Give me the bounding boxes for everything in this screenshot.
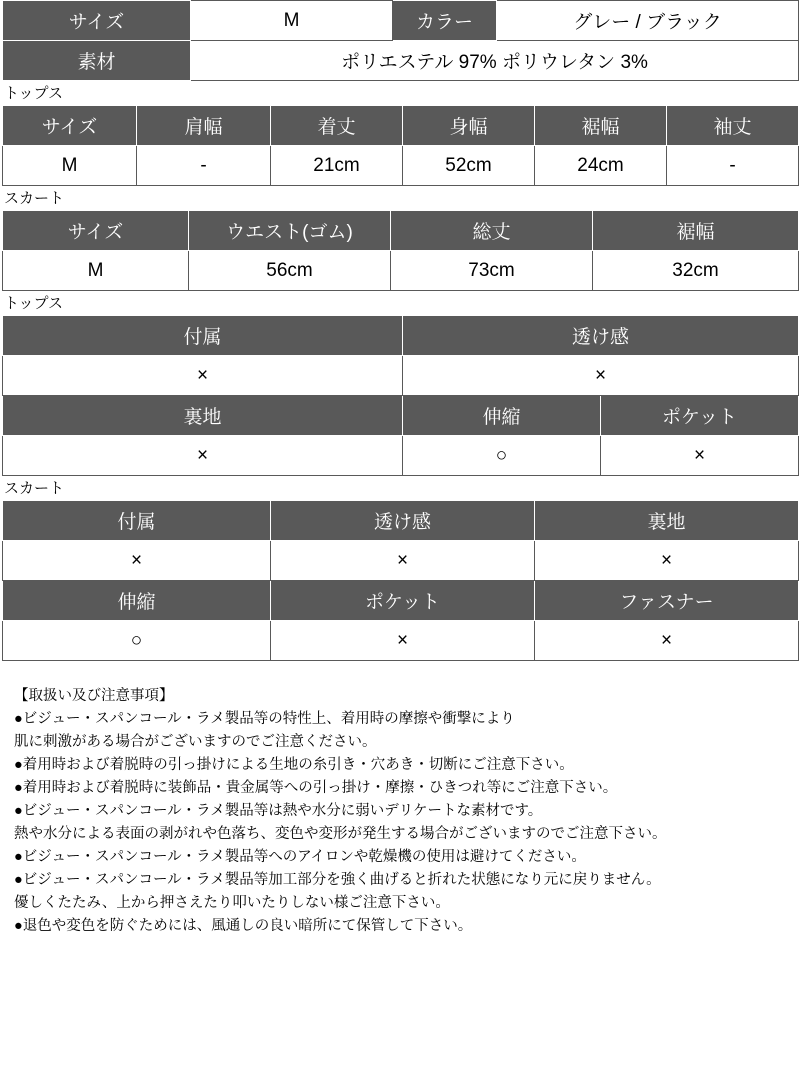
skirt-col-size: サイズ — [3, 211, 189, 251]
care-note-line: ●ビジュー・スパンコール・ラメ製品等加工部分を強く曲げると折れた状態になり元に戻りません。 — [14, 872, 661, 888]
tops-col-sheerness: 透け感 — [403, 316, 799, 356]
care-notes — [14, 685, 800, 938]
table-row — [3, 581, 799, 621]
spec-material-header: 素材 — [3, 41, 191, 81]
table-row — [3, 316, 799, 356]
skirt-col-zipper: ファスナー — [535, 581, 799, 621]
care-note-line: 熱や水分による表面の剥がれや色落ち、変色や変形が発生する場合がございますのでご注意下さい。 — [14, 826, 667, 842]
section-label-skirt-size: スカート — [4, 190, 65, 207]
skirt-col-waist: ウエスト(ゴム) — [189, 211, 391, 251]
care-note-line: ●着用時および着脱時の引っ掛けによる生地の糸引き・穴あき・切断にご注意下さい。 — [14, 757, 574, 773]
tops-val-shoulder: - — [137, 146, 271, 186]
care-note-line: ●ビジュー・スパンコール・ラメ製品等の特性上、着用時の摩擦や衝撃により — [14, 711, 515, 727]
tops-val-attachment: × — [3, 356, 403, 396]
tops-detail-table-wrap — [0, 315, 800, 476]
tops-col-size: サイズ — [3, 106, 137, 146]
section-label-tops-size: トップス — [4, 85, 63, 102]
skirt-val-pocket: × — [271, 621, 535, 661]
tops-col-pocket: ポケット — [601, 396, 799, 436]
spec-size-value: M — [191, 1, 393, 41]
spec-size-header: サイズ — [3, 1, 191, 41]
skirt-val-hem: 32cm — [593, 251, 799, 291]
tops-col-shoulder: 肩幅 — [137, 106, 271, 146]
skirt-col-total-length: 総丈 — [391, 211, 593, 251]
spec-table-wrap — [0, 0, 800, 81]
table-row — [3, 541, 799, 581]
care-note-line: ●着用時および着脱時に装飾品・貴金属等への引っ掛け・摩擦・ひきつれ等にご注意下さい。 — [14, 780, 618, 796]
tops-val-pocket: × — [601, 436, 799, 476]
tops-col-width: 身幅 — [403, 106, 535, 146]
skirt-val-lining: × — [535, 541, 799, 581]
skirt-col-sheerness: 透け感 — [271, 501, 535, 541]
table-row — [3, 501, 799, 541]
care-note-line: ●退色や変色を防ぐためには、風通しの良い暗所にて保管して下さい。 — [14, 918, 473, 934]
skirt-col-attachment: 付属 — [3, 501, 271, 541]
skirt-val-total-length: 73cm — [391, 251, 593, 291]
care-notes-title: 【取扱い及び注意事項】 — [14, 688, 174, 704]
tops-col-hem: 裾幅 — [535, 106, 667, 146]
skirt-detail-table — [2, 500, 799, 661]
skirt-col-hem: 裾幅 — [593, 211, 799, 251]
skirt-col-stretch: 伸縮 — [3, 581, 271, 621]
care-note-line: ●ビジュー・スパンコール・ラメ製品等へのアイロンや乾燥機の使用は避けてください。 — [14, 849, 586, 865]
tops-col-length: 着丈 — [271, 106, 403, 146]
skirt-size-table-wrap — [0, 210, 800, 291]
table-row — [3, 621, 799, 661]
tops-val-length: 21cm — [271, 146, 403, 186]
table-row — [3, 106, 799, 146]
section-label-tops-detail: トップス — [4, 295, 63, 312]
skirt-col-pocket: ポケット — [271, 581, 535, 621]
tops-size-table — [2, 105, 799, 186]
skirt-size-table — [2, 210, 799, 291]
skirt-col-lining: 裏地 — [535, 501, 799, 541]
tops-col-attachment: 付属 — [3, 316, 403, 356]
tops-val-hem: 24cm — [535, 146, 667, 186]
tops-val-sheerness: × — [403, 356, 799, 396]
skirt-val-waist: 56cm — [189, 251, 391, 291]
tops-detail-table — [2, 315, 799, 476]
tops-col-stretch: 伸縮 — [403, 396, 601, 436]
skirt-val-sheerness: × — [271, 541, 535, 581]
tops-size-table-wrap — [0, 105, 800, 186]
table-row — [3, 356, 799, 396]
spec-color-value: グレー / ブラック — [497, 1, 799, 41]
skirt-val-zipper: × — [535, 621, 799, 661]
spec-color-header: カラー — [393, 1, 497, 41]
skirt-detail-table-wrap — [0, 500, 800, 661]
table-row — [3, 211, 799, 251]
table-row — [3, 436, 799, 476]
tops-val-lining: × — [3, 436, 403, 476]
tops-val-size: M — [3, 146, 137, 186]
spec-material-value: ポリエステル 97% ポリウレタン 3% — [191, 41, 799, 81]
care-note-line: 肌に刺激がある場合がございますのでご注意ください。 — [14, 734, 377, 750]
tops-val-width: 52cm — [403, 146, 535, 186]
tops-val-sleeve: - — [667, 146, 799, 186]
table-row — [3, 146, 799, 186]
skirt-val-stretch: ○ — [3, 621, 271, 661]
tops-col-lining: 裏地 — [3, 396, 403, 436]
skirt-val-size: M — [3, 251, 189, 291]
tops-col-sleeve: 袖丈 — [667, 106, 799, 146]
spec-table — [2, 0, 799, 81]
table-row — [3, 396, 799, 436]
skirt-val-attachment: × — [3, 541, 271, 581]
tops-val-stretch: ○ — [403, 436, 601, 476]
care-note-line: 優しくたたみ、上から押さえたり叩いたりしない様ご注意下さい。 — [14, 895, 450, 911]
table-row — [3, 251, 799, 291]
table-row — [3, 41, 799, 81]
section-label-skirt-detail: スカート — [4, 480, 65, 497]
care-note-line: ●ビジュー・スパンコール・ラメ製品等は熱や水分に弱いデリケートな素材です。 — [14, 803, 543, 819]
table-row — [3, 1, 799, 41]
